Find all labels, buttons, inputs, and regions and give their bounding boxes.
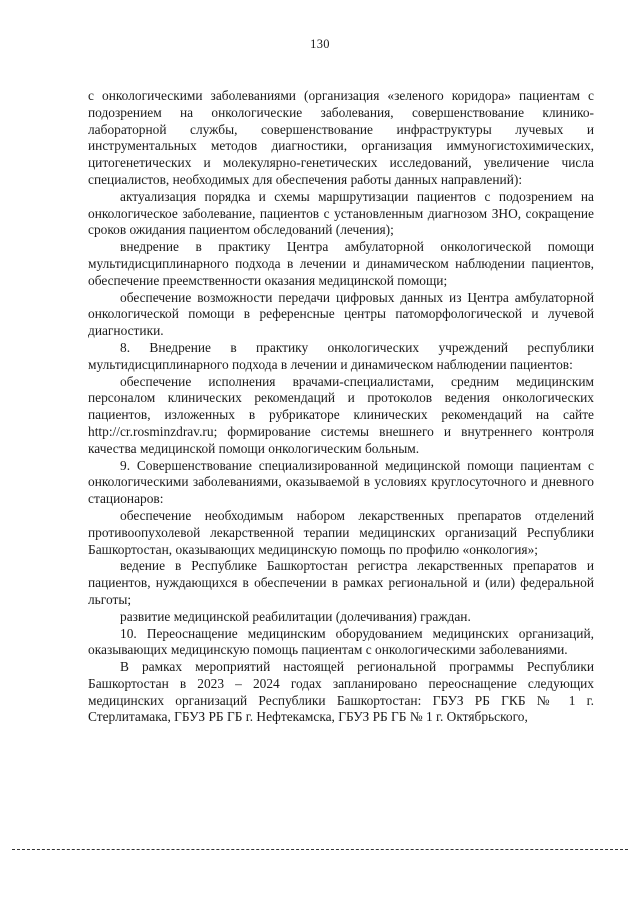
document-body [88, 88, 594, 726]
paragraph: с онкологическими заболеваниями (организация «зеленого коридора» пациентам с подозрением на онкологические заболевания, совершенствование клинико-лабораторной службы, совершенствование инфраструктуры лучевых и инструментальных методов диагностики, организация иммуногистохимических, цитогенетических и молекулярно-генетических исследований, увеличение числа специалистов, необходимых для обеспечения работы данных направлений): [88, 88, 594, 187]
footer-divider [12, 849, 628, 850]
paragraph: развитие медицинской реабилитации (долечивания) граждан. [120, 608, 471, 624]
paragraph: 10. Переоснащение медицинским оборудованием медицинских организаций, оказывающих медицинскую помощь пациентам с онкологическими заболеваниями. [88, 625, 594, 658]
paragraph: обеспечение необходимым набором лекарственных препаратов отделений противоопухолевой лекарственной терапии медицинских организаций Республики Башкортостан, оказывающих медицинскую помощь по профилю «онкология»; [88, 507, 594, 557]
paragraph: 8. Внедрение в практику онкологических учреждений республики мультидисциплинарного подхода в лечении и динамическом наблюдении пациентов: [88, 339, 594, 372]
paragraph: обеспечение исполнения врачами-специалистами, средним медицинским персоналом клинических рекомендаций и протоколов ведения онкологических пациентов, изложенных в рубрикаторе клинических рекомендаций на сайте http://cr.rosminzdrav.ru; формирование системы внешнего и внутреннего контроля качества медицинской помощи онкологическим больным. [88, 373, 594, 456]
paragraph: внедрение в практику Центра амбулаторной онкологической помощи мультидисциплинарного подхода в лечении и динамическом наблюдении пациентов, обеспечение преемственности оказания медицинской помощи; [88, 239, 594, 288]
paragraph: актуализация порядка и схемы маршрутизации пациентов с подозрением на онкологическое заболевание, пациентов с установленным диагнозом ЗНО, сокращение сроков ожидания пациентом обследований (лечения); [88, 188, 594, 238]
paragraph: В рамках мероприятий настоящей региональной программы Республики Башкортостан в 2023 – 2024 годах запланировано переоснащение следующих медицинских организаций Республики Башкортостан: ГБУЗ РБ ГКБ № 1 г. Стерлитамака, ГБУЗ РБ ГБ г. Нефтекамска, ГБУЗ РБ ГБ № 1 г. Октябрьского, [88, 659, 594, 725]
paragraph: ведение в Республике Башкортостан регистра лекарственных препаратов и пациентов, нуждающихся в обеспечении в рамках региональной и (или) федеральной льготы; [88, 558, 594, 607]
page-number: 130 [310, 37, 330, 51]
paragraph: обеспечение возможности передачи цифровых данных из Центра амбулаторной онкологической помощи в референсные центры патоморфологической и лучевой диагностики. [88, 289, 594, 339]
paragraph: 9. Совершенствование специализированной медицинской помощи пациентам с онкологическими заболеваниями, оказываемой в условиях круглосуточного и дневного стационаров: [88, 457, 594, 507]
